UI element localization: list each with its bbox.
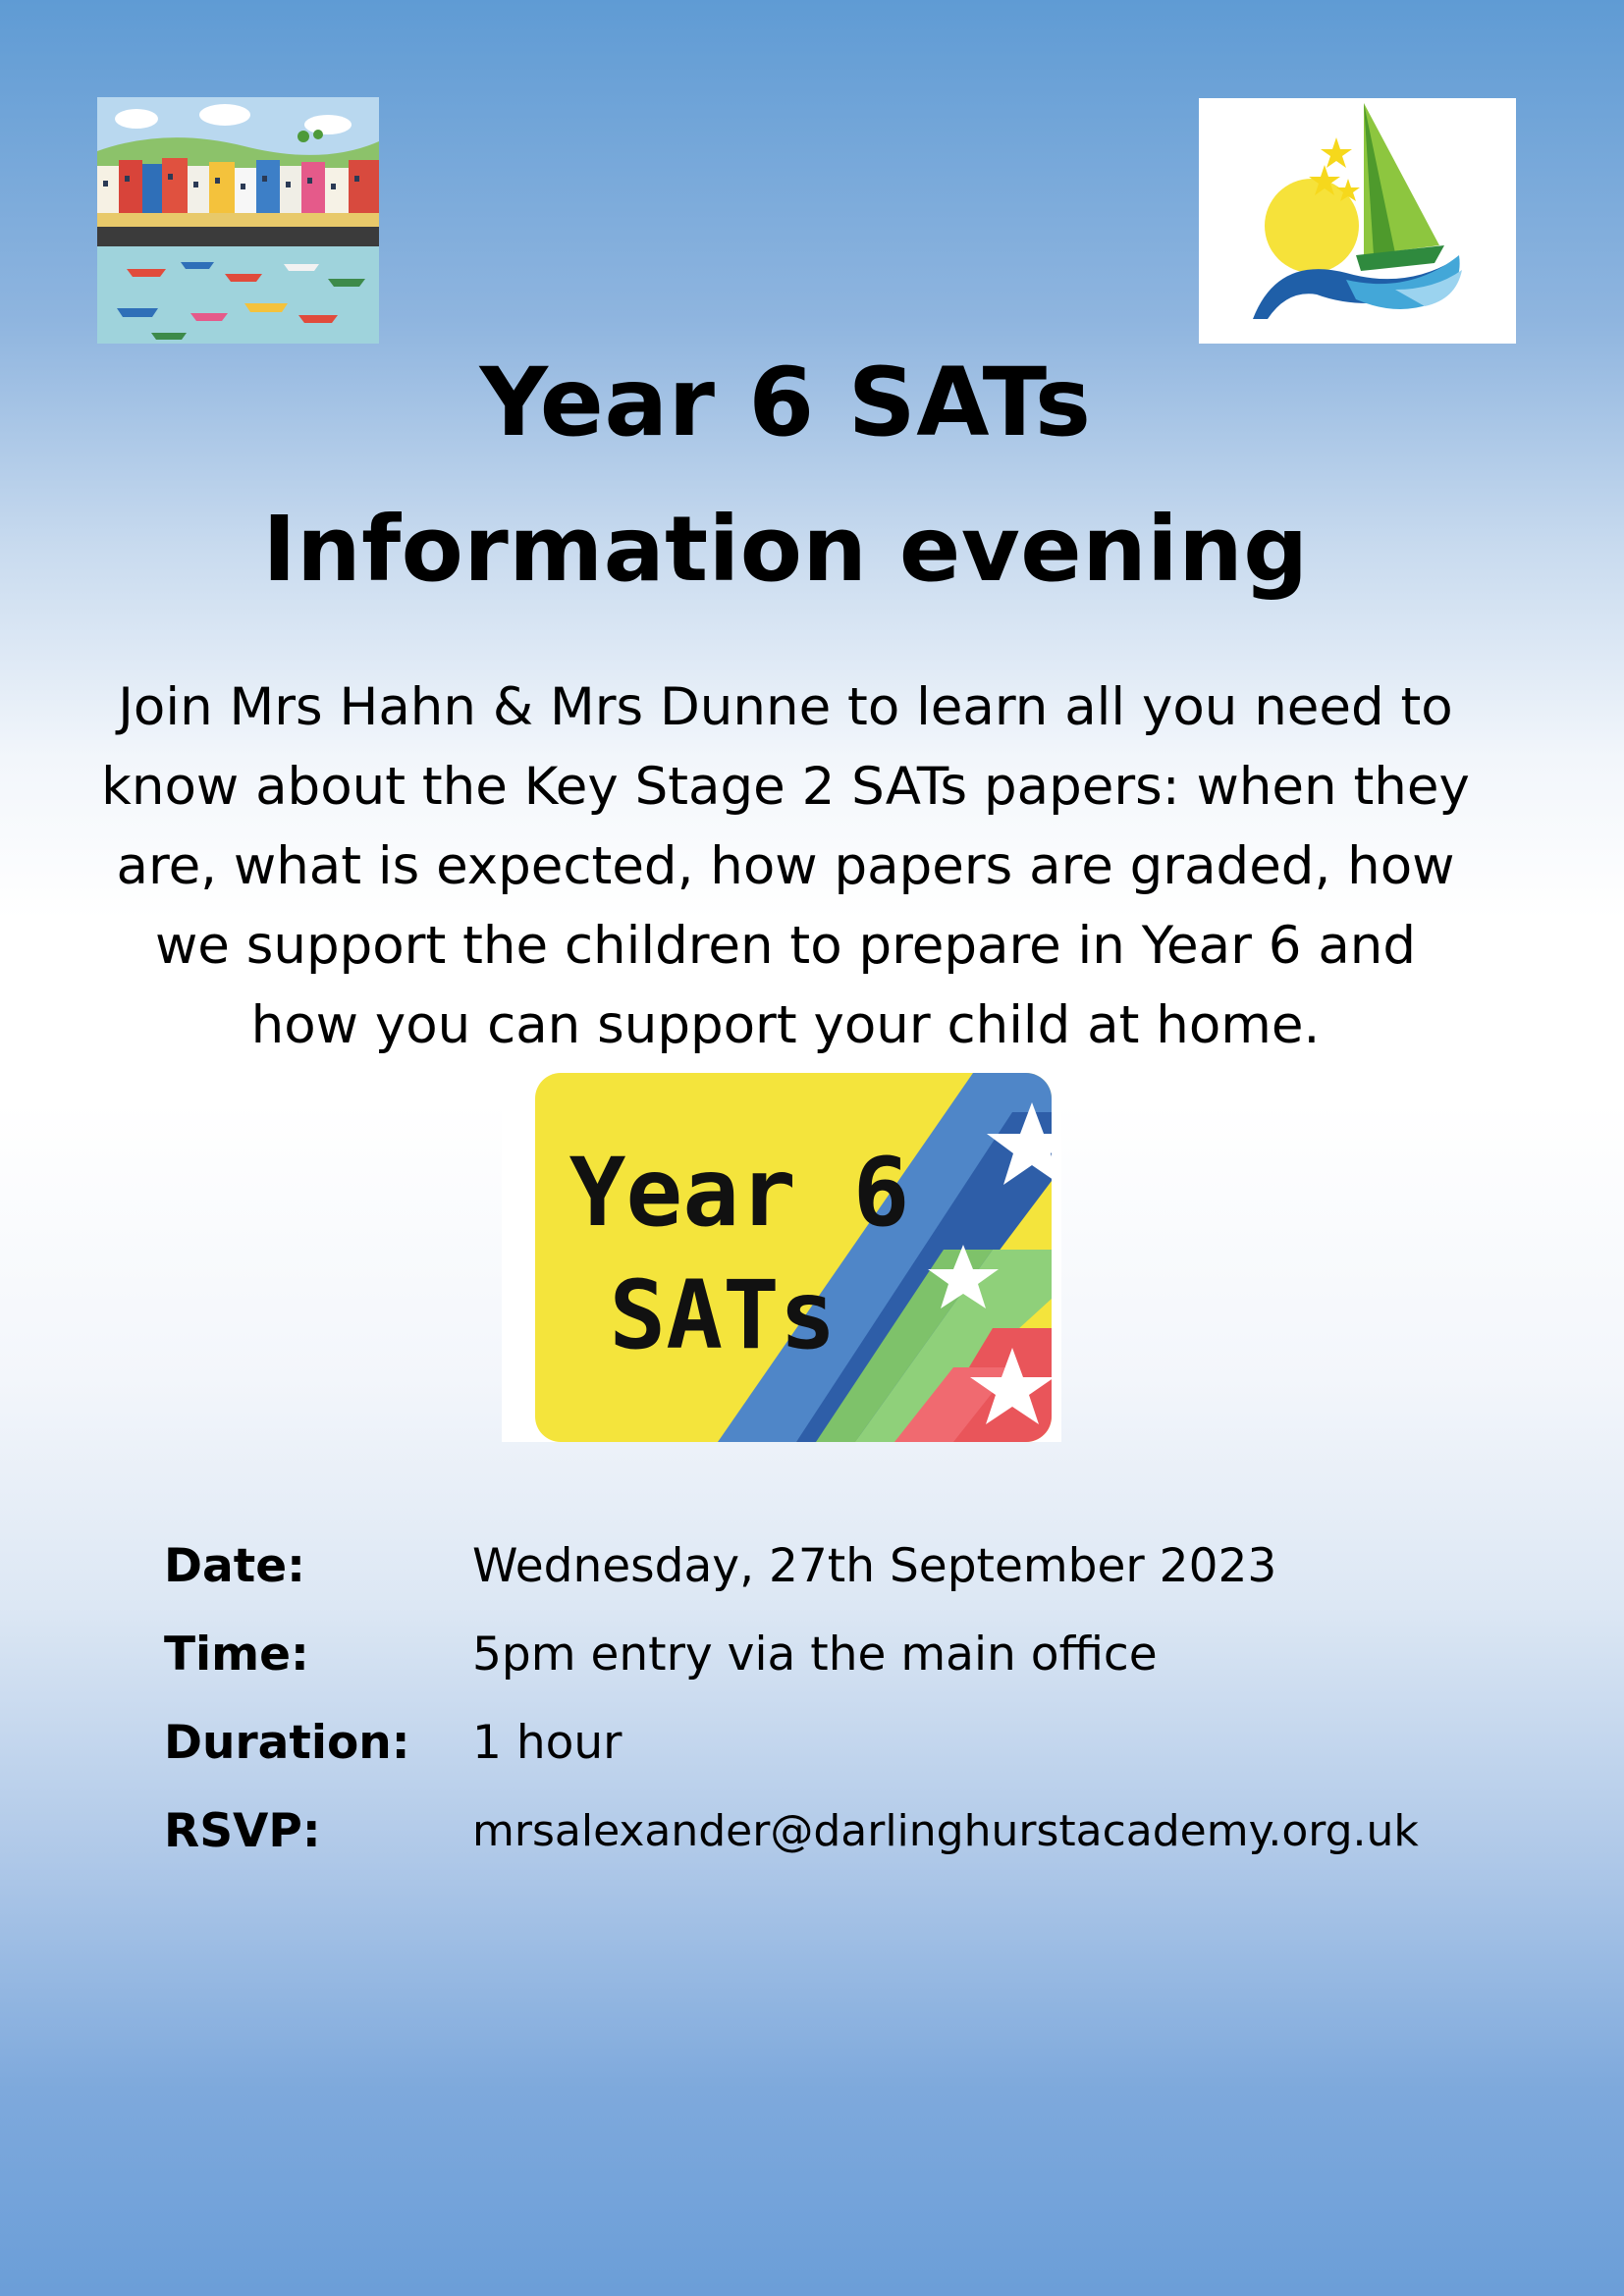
rsvp-email: mrsalexander@darlinghurstacademy.org.uk [472,1806,1419,1856]
detail-label: Duration: [164,1716,410,1770]
detail-label: RSVP: [164,1804,321,1858]
badge-text-year6: Year 6 [568,1138,910,1248]
school-logo [1199,98,1516,344]
badge-text-sats: SATs [609,1260,837,1370]
detail-label: Date: [164,1539,305,1593]
page-subtitle: Information evening [262,497,1309,602]
harbour-painting-image [97,97,379,344]
detail-value: Wednesday, 27th September 2023 [472,1539,1277,1593]
year6-sats-badge-image [502,1073,1061,1442]
page-title: Year 6 SATs [479,347,1092,457]
intro-paragraph: Join Mrs Hahn & Mrs Dunne to learn all you need to know about the Key Stage 2 SATs papers: when they are, what is expected, how papers are graded, how we support the children to prepare in Year 6 and how you can support your child at home. [101,677,1470,1055]
detail-label: Time: [164,1628,309,1682]
detail-value: 1 hour [472,1716,623,1770]
detail-value: 5pm entry via the main office [472,1628,1158,1682]
